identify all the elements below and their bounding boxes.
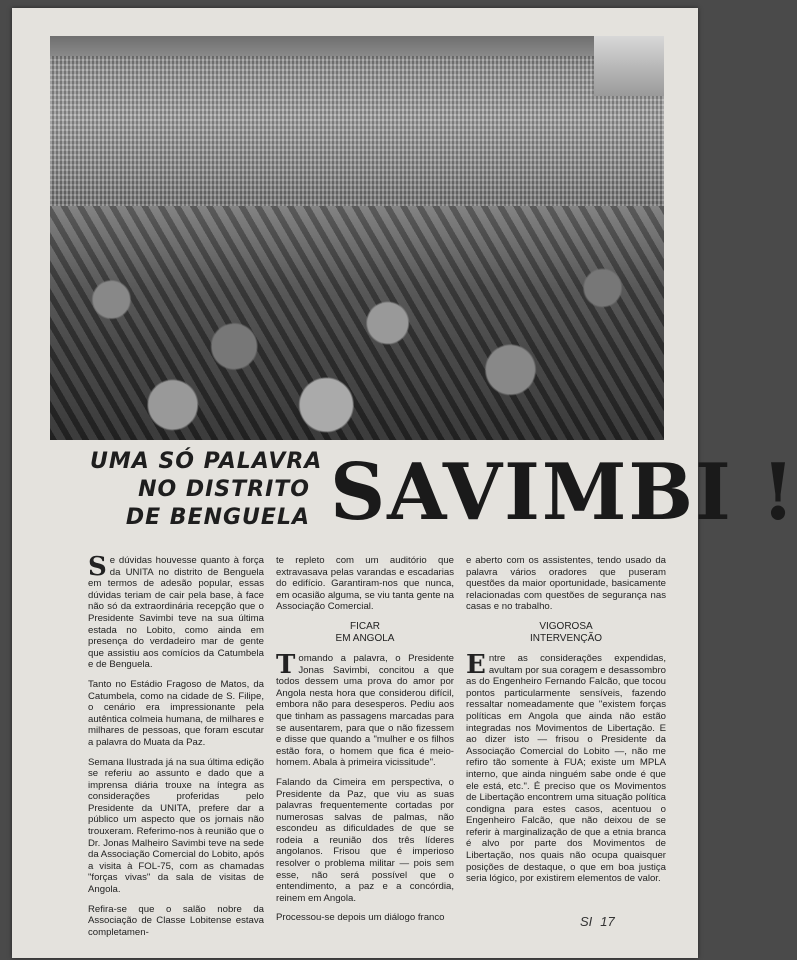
article-column-2 [276,555,454,932]
headline-line-3: DE BENGUELA [125,505,310,530]
crowd-photo [50,36,664,440]
paragraph: te repleto com um auditório que extravasava pelas varandas e escadarias do edifício. Garantiram-nos que nunca, em ocasião alguma, se viu tanta gente na Associação Comercial. [276,555,454,613]
page-footer [580,914,623,929]
paragraph-text: ntre as considerações expendidas, avultam por sua coragem e desassombro as do Engenheiro Fernando Falcão, que tocou pontos particularmente sensíveis, fazendo ressaltar nomeadamente que "existem forças políticas em Angola que ainda não estão integradas nos Movimentos de Libertação. E ao dizer isto — frisou o Presidente da Associação Comercial do Lobito —, não me refiro tão somente à FUA; existe um MPLA interno, que ainda ninguém sabe onde é que ele está, etc.". É preciso que os Movimentos de Libertação encontrem uma situação política condigna para estes casos, acentuou o Engenheiro Falcão, que não deixou de se referir à marginalização de que a etnia branca é alvo por parte dos Movimentos de Libertação, nos quais não ocupa quaisquer posições de destaque, o que em boa justiça seria lógico, por existirem elementos de valor. [466,652,666,885]
magazine-abbrev: SI [580,914,593,929]
paragraph [88,552,264,671]
paragraph [466,649,666,885]
paragraph-text: e dúvidas houvesse quanto à força da UNITA no distrito de Benguela em termos de adesão popular, essas dúvidas teriam de cair pela base, à face não só da extraordinária recepção que o Presidente Savimbi teve na sua última estada no Lobito, como ainda em presença do verdadeiro mar de gente que assistiu aos comícios da Catumbela e de Benguela. [88,555,264,671]
big-name-title: SAVIMBI ! [330,447,797,538]
drop-cap: T [276,649,296,680]
subheading [466,621,666,645]
subheading-line: INTERVENÇÃO [529,632,603,644]
paragraph [276,649,454,769]
headline-line-1: UMA SÓ PALAVRA [90,449,323,474]
subheading [276,621,454,645]
article-column-3 [466,555,666,893]
paragraph: Falando da Cimeira em perspectiva, o Presidente da Paz, que viu as suas palavras frequentemente cortadas por numerosas salvas de palmas, não escondeu as dificuldades de que se rodeia a reunião dos três líderes angolanos. Frisou que é imperioso resolver o problema militar — pois sem esse, não será possível que o entendimento, a paz e a concórdia, reinem em Angola. [276,776,454,904]
paragraph: Semana Ilustrada já na sua última edição se referiu ao assunto e dado que a imprensa diária trouxe na íntegra as considerações proferidas pelo Presidente da UNITA, prefere dar a público um aspecto que os jornais não trouxeram. Referimo-nos à reunião que o Dr. Jonas Malheiro Savimbi teve na sede da Associação Comercial do Lobito, após a visita à FOL-75, com as chamadas "forças vivas" da sala de visitas de Angola. [88,756,264,896]
paragraph: Processou-se depois um diálogo franco [276,912,445,924]
paragraph-text: omando a palavra, o Presidente Jonas Savimbi, concitou a que todos dessem uma prova do amor por Angola nesta hora que considerou difícil, embora não para desesperos. Pediu aos que tinham as passagens marcadas para se ausentarem, para que o não fizessem e disse que quando a "mulher e os filhos estão fora, o homem que fica é meio-homem. Abala à primeira vicissitude". [276,652,454,769]
subheading-line: VIGOROSA [539,620,593,632]
headline-line-2: NO DISTRITO [138,477,310,502]
paragraph: e aberto com os assistentes, tendo usado da palavra vários oradores que puseram questões da maior oportunidade, basicamente relacionadas com questões de segurança nas casas e no trabalho. [466,555,666,613]
subheading-line: FICAR [350,620,380,632]
paragraph: Refira-se que o salão nobre da Associação de Classe Lobitense estava completamen- [88,903,264,938]
foreground-crowd [50,206,664,440]
drop-cap: E [466,649,486,680]
stadium-crowd [50,56,664,206]
sky-corner [594,36,664,96]
article-column-1 [88,552,264,946]
page-number: 17 [600,914,615,929]
subheading-line: EM ANGOLA [335,632,395,644]
drop-cap: S [88,552,107,582]
paragraph: Tanto no Estádio Fragoso de Matos, da Catumbela, como na cidade de S. Filipe, o cenário era impressionante pela autêntica colmeia humana, de milhares e milhares de pessoas, que foram escutar a palavra do Muata da Paz. [88,678,264,748]
headline [90,448,323,532]
